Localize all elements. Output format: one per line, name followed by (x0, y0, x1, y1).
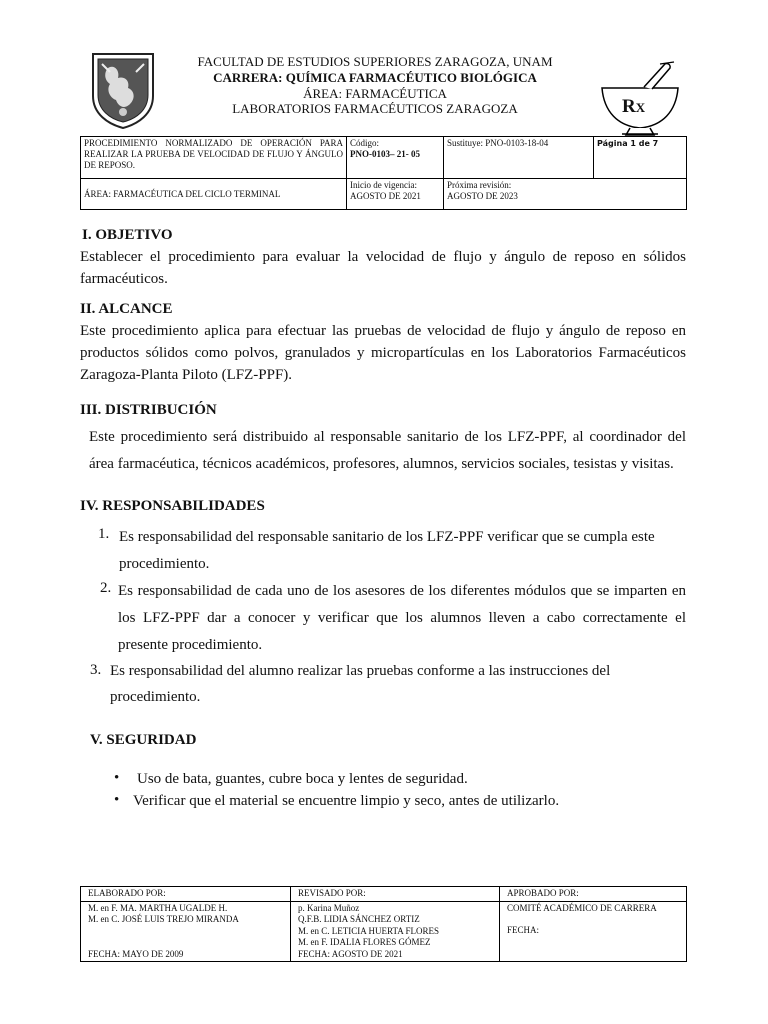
unam-logo (90, 50, 156, 130)
procedure-title: PROCEDIMIENTO NORMALIZADO DE OPERACIÓN PARA REALIZAR LA PRUEBA DE VELOCIDAD DE FLUJO Y ÁNGULO DE REPOSO. (81, 137, 347, 179)
seguridad-item-1: Uso de bata, guantes, cubre boca y lentes de seguridad. (137, 771, 468, 787)
revisado-label: REVISADO POR: (291, 887, 500, 902)
section-distribucion-text: Este procedimiento será distribuido al responsable sanitario de los LFZ-PPF, al coordinador del área farmacéutica, técnicos académicos, profesores, alumnos, servicios sociales, tesistas y visitas. (89, 429, 686, 472)
sustituye-cell: Sustituye: PNO-0103-18-04 (444, 137, 594, 179)
elaborado-fecha: FECHA: MAYO DE 2009 (88, 948, 184, 959)
codigo-label: Código: (350, 138, 380, 148)
header-line-1: FACULTAD DE ESTUDIOS SUPERIORES ZARAGOZA, UNAM (197, 54, 553, 69)
section-distribucion-title: III. DISTRIBUCIÓN (80, 402, 217, 418)
section-objetivo-title: I. OBJETIVO (82, 227, 173, 243)
section-objetivo-text: Establecer el procedimiento para evaluar la velocidad de flujo y ángulo de reposo en sólidos farmacéuticos. (80, 249, 686, 287)
header-line-4: LABORATORIOS FARMACÉUTICOS ZARAGOZA (232, 101, 518, 116)
codigo-cell (347, 137, 444, 179)
codigo-value: PNO-0103– 21- 05 (350, 149, 420, 159)
revisado-cell (291, 901, 500, 962)
rx-symbol: RX (622, 96, 646, 117)
revisado-name-1: p. Karina Muñoz (298, 902, 360, 913)
aprobado-name: COMITÉ ACADÉMICO DE CARRERA (507, 902, 657, 913)
header-line-3: ÁREA: FARMACÉUTICA (303, 86, 447, 101)
aprobado-cell (500, 901, 687, 962)
revisado-fecha: FECHA: AGOSTO DE 2021 (298, 948, 403, 959)
inicio-value: AGOSTO DE 2021 (350, 191, 421, 201)
header-line-2: CARRERA: QUÍMICA FARMACÉUTICO BIOLÓGICA (213, 70, 537, 85)
elaborado-name-2: M. en C. JOSÉ LUIS TREJO MIRANDA (88, 914, 239, 924)
revisado-name-4: M. en F. IDALIA FLORES GÓMEZ (298, 937, 431, 947)
seguridad-bullet-1: • (114, 770, 120, 786)
document-info-table (80, 136, 687, 210)
elaborado-cell (81, 901, 291, 962)
proxima-label: Próxima revisión: (447, 180, 512, 190)
resp-item-2-text: Es responsabilidad de cada uno de los asesores de los diferentes módulos que se imparten en los LFZ-PPF dar a conocer y verificar que los alumnos lleven a cabo correctamente el presente procedimiento. (118, 583, 686, 653)
area-cell: ÁREA: FARMACÉUTICA DEL CICLO TERMINAL (81, 179, 347, 210)
proxima-value: AGOSTO DE 2023 (447, 191, 518, 201)
inicio-cell (347, 179, 444, 210)
approval-table (80, 886, 687, 962)
proxima-cell (444, 179, 687, 210)
resp-item-1-number: 1. (98, 526, 110, 542)
aprobado-label: APROBADO POR: (500, 887, 687, 902)
resp-item-3-text: Es responsabilidad del alumno realizar las pruebas conforme a las instrucciones del procedimiento. (110, 663, 611, 705)
elaborado-label: ELABORADO POR: (81, 887, 291, 902)
section-responsabilidades-title: IV. RESPONSABILIDADES (80, 498, 265, 514)
page-number: Página 1 de 7 (594, 137, 687, 179)
elaborado-name-1: M. en F. MA. MARTHA UGALDE H. (88, 902, 228, 913)
resp-item-1-text: Es responsabilidad del responsable sanitario de los LFZ-PPF verificar que se cumpla este procedimiento. (119, 529, 655, 572)
revisado-name-2: Q.F.B. LIDIA SÁNCHEZ ORTIZ (298, 914, 420, 924)
resp-item-2-number: 2. (100, 580, 112, 596)
aprobado-fecha: FECHA: (507, 925, 540, 935)
seguridad-item-2: Verificar que el material se encuentre limpio y seco, antes de utilizarlo. (133, 793, 560, 809)
seguridad-bullet-2: • (114, 792, 120, 808)
section-alcance-title: II. ALCANCE (80, 301, 173, 317)
section-seguridad-title: V. SEGURIDAD (90, 732, 197, 748)
resp-item-3-number: 3. (90, 662, 102, 678)
section-alcance-text: Este procedimiento aplica para efectuar las pruebas de velocidad de flujo y ángulo de reposo en productos sólidos como polvos, granulados y micropartículas en los Laboratorios Farmacéuticos Zaragoza-Planta Piloto (LFZ-PPF). (80, 323, 686, 383)
inicio-label: Inicio de vigencia: (350, 180, 417, 190)
revisado-name-3: M. en C. LETICIA HUERTA FLORES (298, 925, 439, 936)
